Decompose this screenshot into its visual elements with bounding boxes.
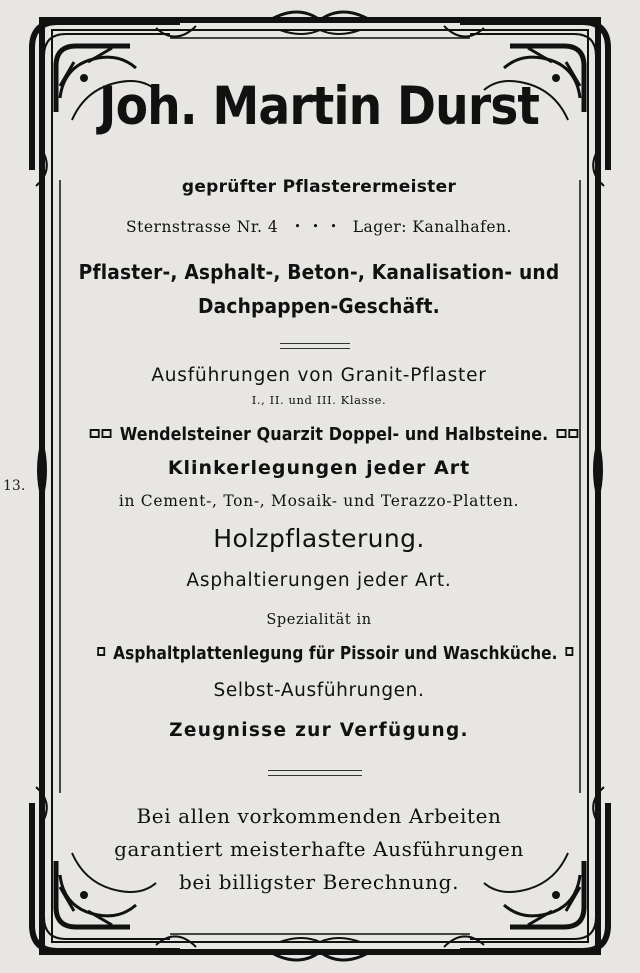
specialty-text: Asphaltplattenlegung für Pissoir und Waschküche. bbox=[113, 644, 558, 664]
business-line-2: Dachpappen-Geschäft. bbox=[198, 294, 440, 318]
granite-paving-line: Ausführungen von Granit-Pflaster bbox=[151, 365, 487, 386]
storage-location: Lager: Kanalhafen. bbox=[352, 218, 512, 236]
divider-rule bbox=[268, 770, 362, 776]
profession-subtitle: geprüfter Pflasterermeister bbox=[181, 177, 457, 197]
company-title: Joh. Martin Durst bbox=[98, 76, 540, 137]
closing-line-3: bei billigster Berechnung. bbox=[178, 870, 460, 894]
page-number: 13. bbox=[3, 478, 26, 494]
specialty-label: Spezialität in bbox=[266, 612, 372, 628]
quartzite-text: Wendelsteiner Quarzit Doppel- und Halbsteine. bbox=[119, 425, 549, 445]
closing-line-2: garantiert meisterhafte Ausführungen bbox=[114, 837, 524, 861]
quartzite-line bbox=[81, 425, 556, 445]
self-work-line: Selbst-Ausführungen. bbox=[213, 680, 425, 701]
square-ornament-icon bbox=[97, 647, 105, 656]
address-row bbox=[58, 220, 580, 236]
double-square-ornament-icon bbox=[89, 425, 113, 443]
divider-rule bbox=[280, 343, 350, 349]
closing-statement bbox=[58, 800, 580, 899]
square-ornament-icon bbox=[566, 647, 574, 656]
closing-line-1: Bei allen vorkommenden Arbeiten bbox=[136, 804, 502, 828]
wood-paving-line: Holzpflasterung. bbox=[213, 524, 425, 553]
asphalting-line: Asphaltierungen jeder Art. bbox=[186, 570, 452, 591]
references-line: Zeugnisse zur Verfügung. bbox=[169, 720, 469, 741]
plates-line: in Cement-, Ton-, Mosaik- und Terazzo-Platten. bbox=[118, 492, 520, 510]
business-description bbox=[76, 255, 561, 323]
granite-classes-line: I., II. und III. Klasse. bbox=[251, 393, 387, 407]
address-separator-dots: • • • bbox=[294, 220, 341, 233]
specialty-line bbox=[89, 644, 558, 664]
business-line-1: Pflaster-, Asphalt-, Beton-, Kanalisation- und bbox=[78, 260, 560, 284]
street-address: Sternstrasse Nr. 4 bbox=[126, 218, 279, 236]
clinker-line: Klinkerlegungen jeder Art bbox=[167, 457, 471, 479]
double-square-ornament-icon bbox=[556, 425, 580, 443]
